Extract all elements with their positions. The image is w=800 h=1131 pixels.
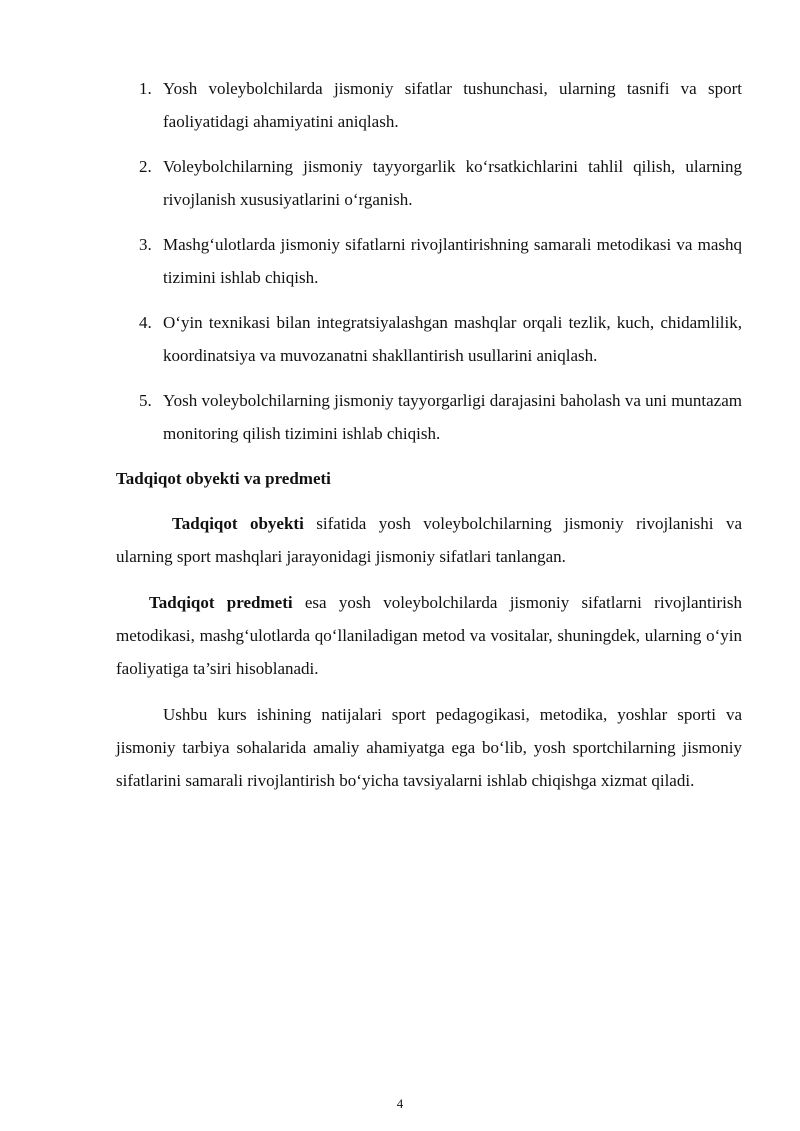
research-object-paragraph xyxy=(116,507,742,573)
page-number: 4 xyxy=(396,1096,404,1111)
task-text: Mashg‘ulotlarda jismoniy sifatlarni rivojlantirishning samarali metodikasi va mashq tizimini ishlab chiqish. xyxy=(163,235,742,287)
task-item xyxy=(116,228,742,294)
task-item xyxy=(116,150,742,216)
section-heading: Tadqiqot obyekti va predmeti xyxy=(116,469,331,488)
task-list xyxy=(116,72,742,450)
task-text: Voleybolchilarning jismoniy tayyorgarlik ko‘rsatkichlarini tahlil qilish, ularning rivojlanish xususiyatlarini o‘rganish. xyxy=(163,157,742,209)
task-number: 3. xyxy=(139,235,152,254)
task-text: O‘yin texnikasi bilan integratsiyalashgan mashqlar orqali tezlik, kuch, chidamlilik, koordinatsiya va muvozanatni shakllantirish usullarini aniqlash. xyxy=(163,313,742,365)
research-subject-paragraph xyxy=(116,586,742,685)
task-item xyxy=(116,306,742,372)
task-number: 4. xyxy=(139,313,152,332)
page-content xyxy=(116,72,742,810)
research-subject-term: Tadqiqot predmeti xyxy=(149,593,293,612)
task-number: 5. xyxy=(139,391,152,410)
task-item xyxy=(116,72,742,138)
task-text: Yosh voleybolchilarning jismoniy tayyorgarligi darajasini baholash va uni muntazam monitoring qilish tizimini ishlab chiqish. xyxy=(163,391,742,443)
research-subject-text: esa yosh voleybolchilarda jismoniy sifatlarni rivojlantirish metodikasi, mashg‘ulotlarda qo‘llaniladigan metod va vositalar, shuningdek, ularning o‘yin faoliyatiga ta’siri hisoblanadi. xyxy=(116,593,742,678)
task-number: 2. xyxy=(139,157,152,176)
task-text: Yosh voleybolchilarda jismoniy sifatlar tushunchasi, ularning tasnifi va sport faoliyatidagi ahamiyatini aniqlash. xyxy=(163,79,742,131)
research-object-text: sifatida yosh voleybolchilarning jismoniy rivojlanishi va ularning sport mashqlari jarayonidagi jismoniy sifatlari tanlangan. xyxy=(116,514,742,566)
task-number: 1. xyxy=(139,79,152,98)
task-item xyxy=(116,384,742,450)
significance-paragraph: Ushbu kurs ishining natijalari sport pedagogikasi, metodika, yoshlar sporti va jismoniy tarbiya sohalarida amaliy ahamiyatga ega bo‘lib, yosh sportchilarning jismoniy sifatlarini samarali rivojlantirish bo‘yicha tavsiyalarni ishlab chiqishga xizmat qiladi. xyxy=(116,705,742,790)
research-object-term: Tadqiqot obyekti xyxy=(172,514,304,533)
